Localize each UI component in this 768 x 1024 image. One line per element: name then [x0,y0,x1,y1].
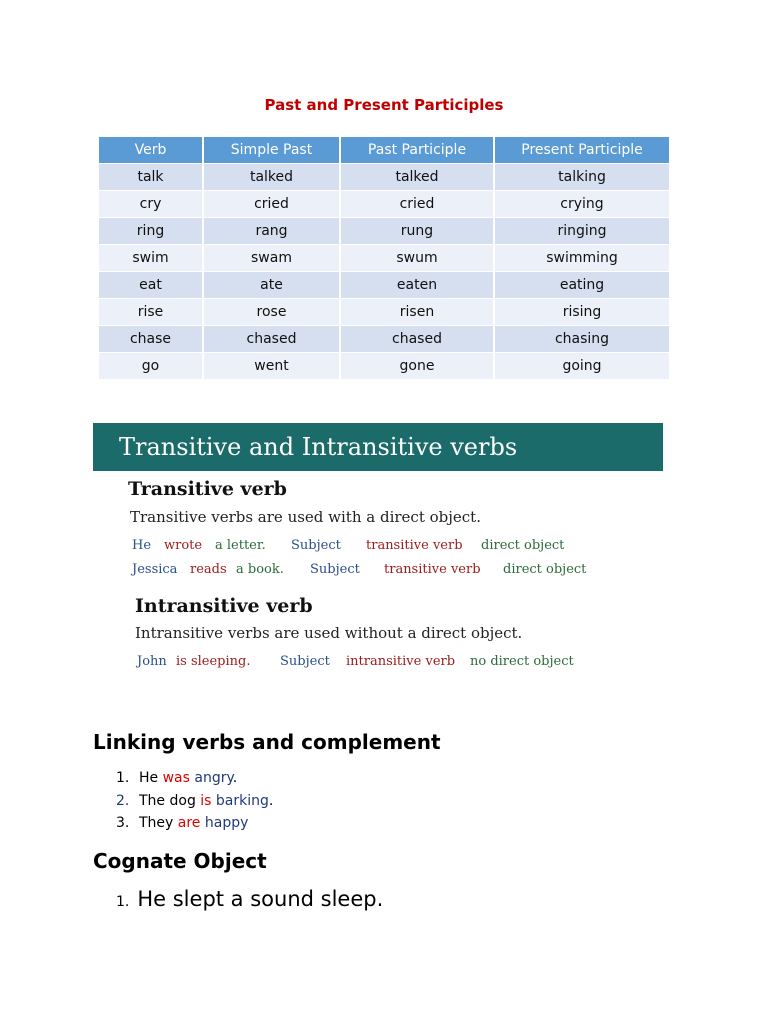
table-row [99,191,669,218]
table-cell: went [203,353,340,380]
list-item-text: The dog [139,792,201,809]
table-cell: risen [340,299,494,326]
table-cell: chasing [494,326,669,353]
cognate-heading: Cognate Object [93,849,267,873]
cognate-item-text: He slept a sound sleep. [137,887,384,911]
table-cell: rang [203,218,340,245]
linking-list [93,767,273,835]
table-cell: eating [494,272,669,299]
table-cell: gone [340,353,494,380]
list-item-punct: . [268,792,274,809]
example-1-label-verb: transitive verb [366,538,463,553]
table-cell: rise [99,299,203,326]
table-cell: swam [203,245,340,272]
table-cell: ringing [494,218,669,245]
table-row [99,326,669,353]
example-2-verb: reads [190,562,227,577]
table-row [99,164,669,191]
table-cell: rung [340,218,494,245]
example-3-label-subject: Subject [280,654,330,669]
example-1-verb: wrote [164,538,203,553]
table-cell: ring [99,218,203,245]
cognate-item-number: 1. [116,894,130,910]
table-cell: swum [340,245,494,272]
table-cell: swimming [494,245,669,272]
example-2-label-verb: transitive verb [384,562,481,577]
table-cell: rising [494,299,669,326]
list-item-verb: was [162,770,190,786]
list-item-number: 2. [116,792,130,809]
intransitive-heading: Intransitive verb [135,595,313,617]
table-cell: talking [494,164,669,191]
table-cell: rose [203,299,340,326]
list-item-verb: are [177,815,201,831]
table-cell: chased [203,326,340,353]
example-1-label-subject: Subject [291,538,341,553]
table-cell: cry [99,191,203,218]
page-title: Past and Present Participles [264,96,504,114]
list-item [93,767,273,790]
example-3-label-object: no direct object [470,654,574,669]
example-1-subject: He [132,538,152,553]
figure-banner: Transitive and Intransitive verbs [93,423,663,471]
table-cell: going [494,353,669,380]
list-item-number: 3. [116,815,130,831]
list-item [93,790,273,813]
example-1-object: a letter. [215,538,266,553]
participles-table [99,137,669,379]
intransitive-description: Intransitive verbs are used without a direct object. [135,624,523,642]
list-item-complement: barking [215,792,269,809]
header-present-participle: Present Participle [494,137,669,164]
table-row [99,218,669,245]
list-item-text: They [139,815,178,831]
example-3-label-verb: intransitive verb [346,654,456,669]
example-2-object: a book. [236,562,284,577]
example-2-label-subject: Subject [310,562,360,577]
table-cell: ate [203,272,340,299]
table-cell: cried [340,191,494,218]
cognate-item [116,887,383,911]
example-3-verb: is sleeping. [176,654,251,669]
table-body [99,164,669,380]
table-cell: chased [340,326,494,353]
linking-heading: Linking verbs and complement [93,730,441,754]
table-cell: eat [99,272,203,299]
header-verb: Verb [99,137,203,164]
list-item-number: 1. [116,770,130,786]
table-row [99,245,669,272]
list-item-text: He [139,770,163,786]
table-cell: crying [494,191,669,218]
table-cell: cried [203,191,340,218]
example-1-label-object: direct object [481,538,565,553]
header-simple-past: Simple Past [203,137,340,164]
example-3-subject: John [137,654,167,669]
example-2-subject: Jessica [132,562,178,577]
list-item [93,812,273,835]
table-cell: talked [203,164,340,191]
example-2-label-object: direct object [503,562,587,577]
table-cell: swim [99,245,203,272]
table-row [99,299,669,326]
transitive-intransitive-figure [93,423,663,688]
list-item-complement: angry [194,770,233,786]
list-item-verb: is [200,792,212,809]
table-cell: eaten [340,272,494,299]
table-row [99,272,669,299]
table-header-row [99,137,669,164]
list-item-punct: . [232,770,238,786]
table-row [99,353,669,380]
transitive-heading: Transitive verb [128,478,287,500]
table-cell: go [99,353,203,380]
transitive-description: Transitive verbs are used with a direct object. [130,508,481,526]
header-past-participle: Past Participle [340,137,494,164]
list-item-complement: happy [204,815,249,831]
table-cell: talked [340,164,494,191]
table-cell: talk [99,164,203,191]
table-cell: chase [99,326,203,353]
